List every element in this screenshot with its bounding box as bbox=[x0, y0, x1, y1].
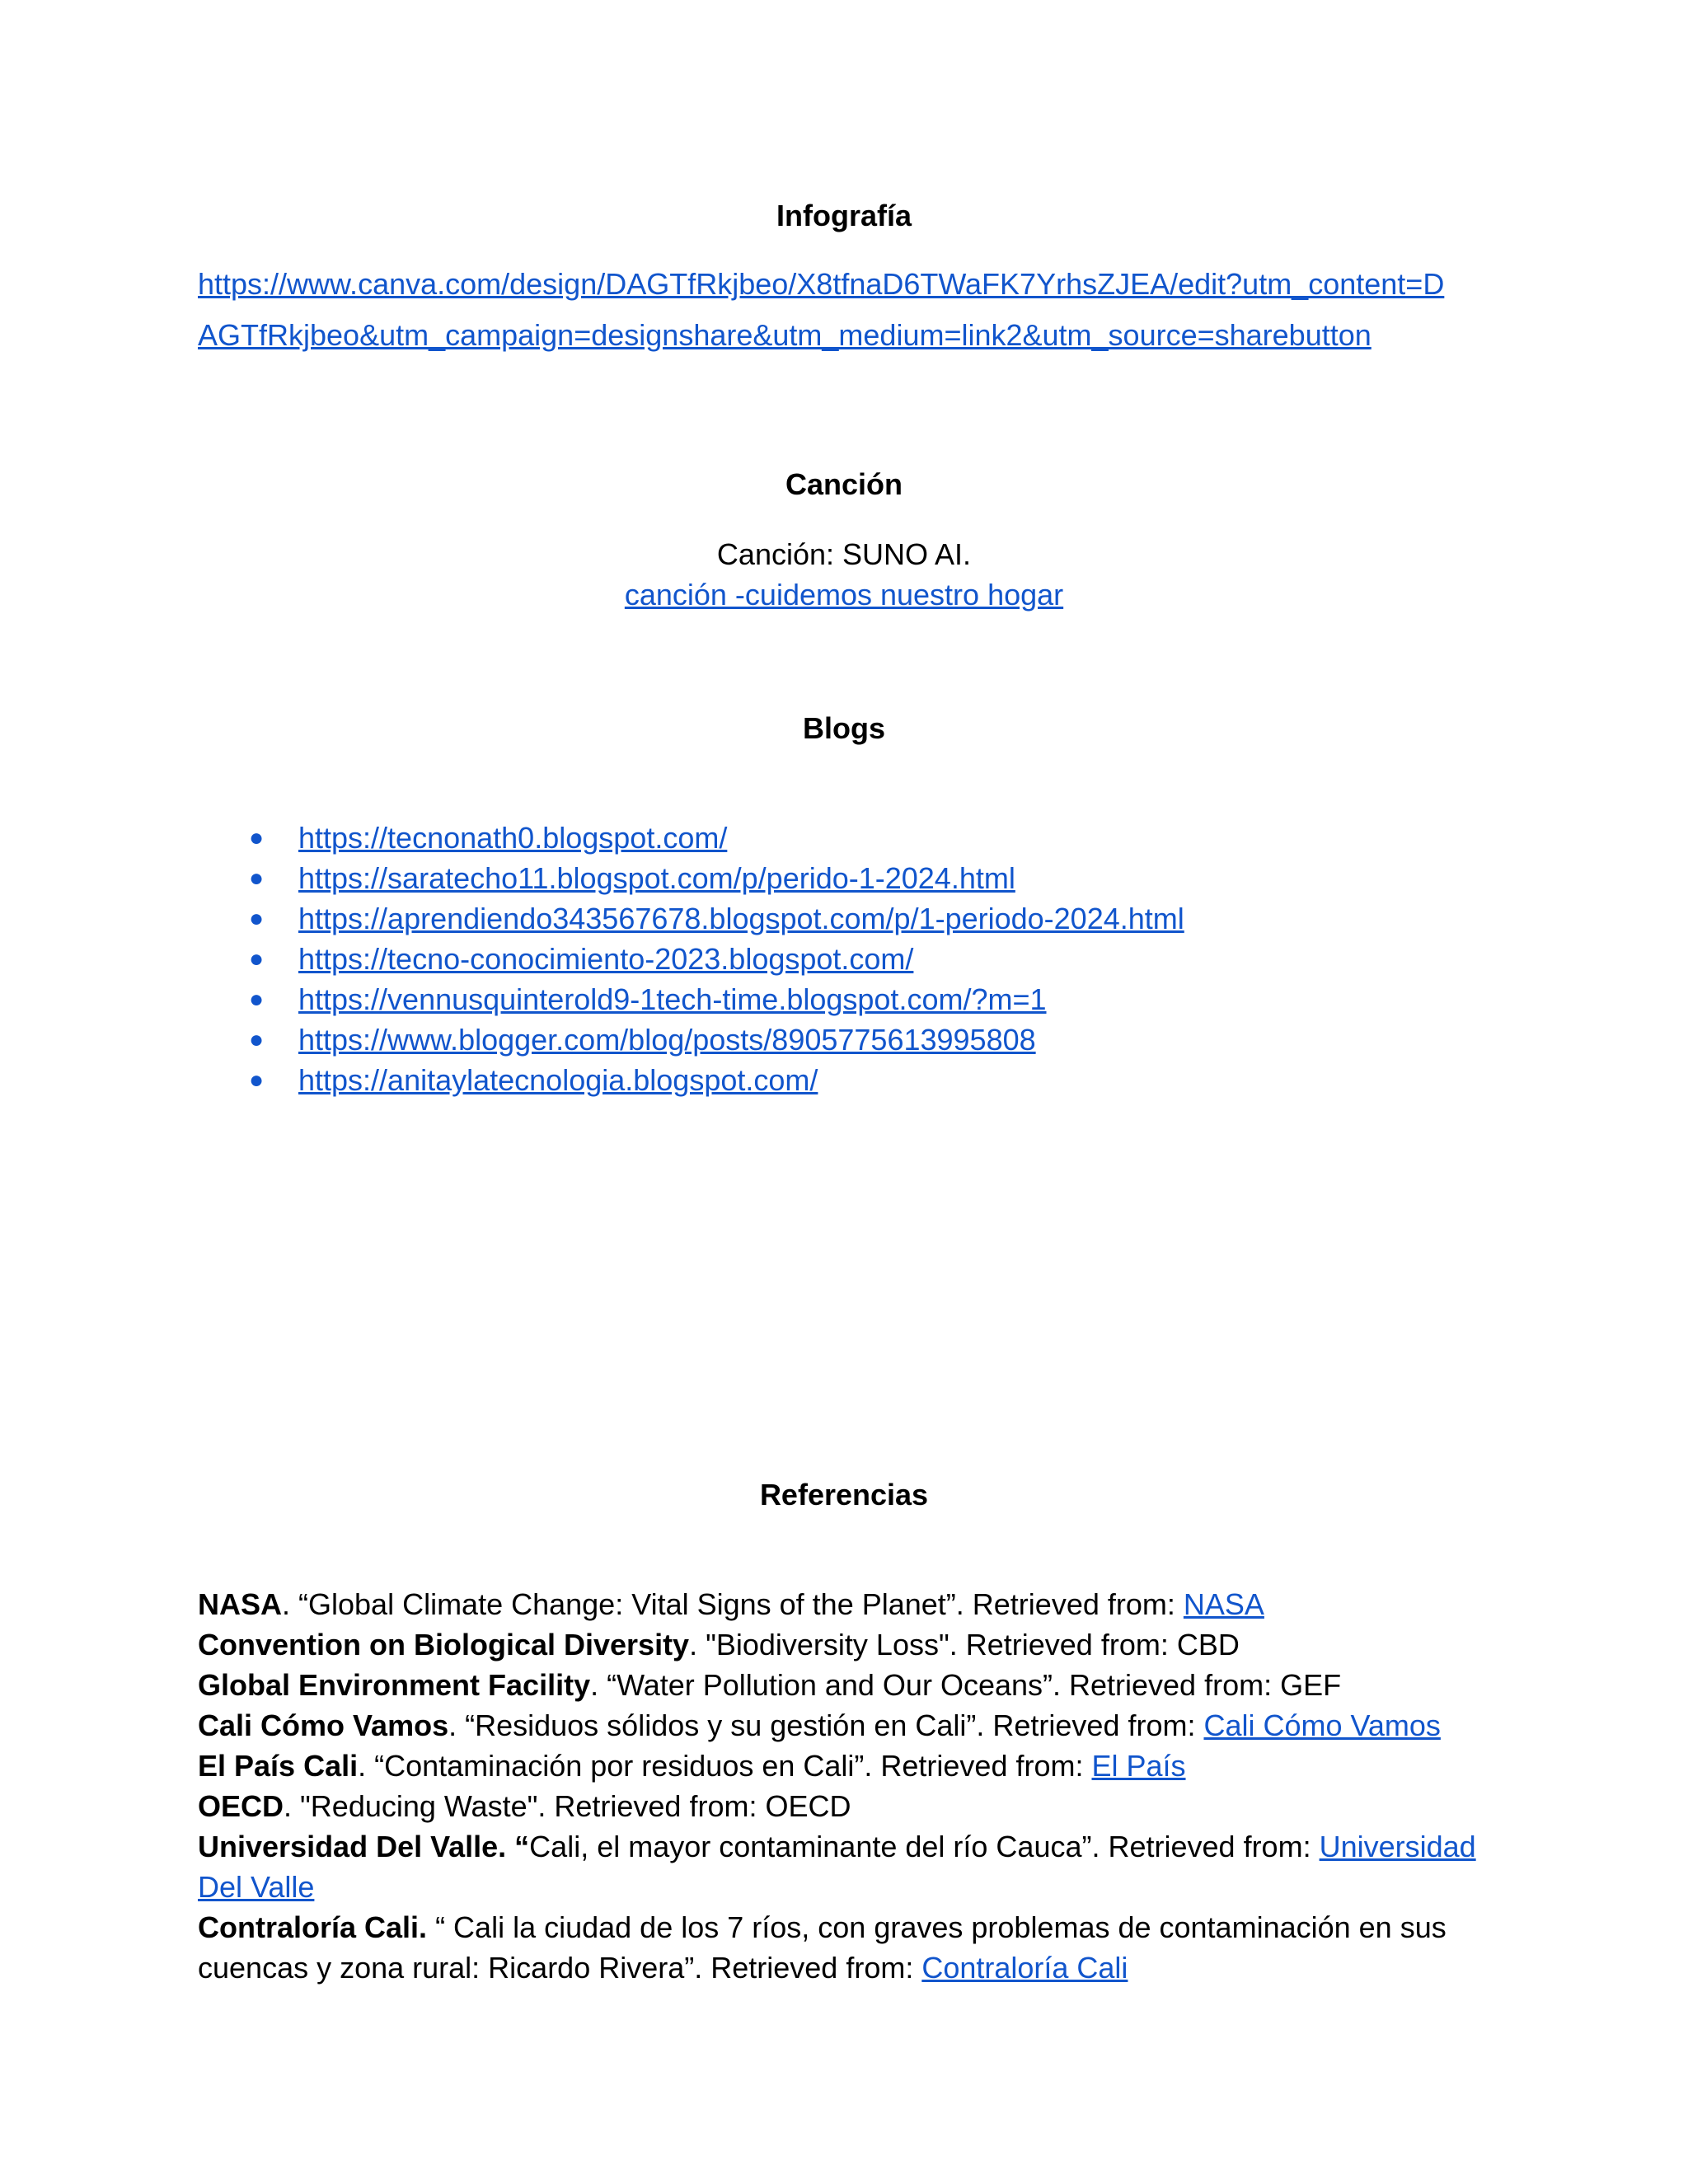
blog-list-item bbox=[247, 858, 1184, 898]
blog-link[interactable]: https://saratecho11.blogspot.com/p/perido-1-2024.html bbox=[298, 861, 1015, 895]
canva-link[interactable] bbox=[198, 267, 1444, 352]
reference-author: OECD bbox=[198, 1789, 284, 1823]
reference-entry bbox=[198, 1746, 1500, 1786]
cancion-heading: Canción bbox=[785, 467, 903, 501]
cancion-link[interactable]: canción -cuidemos nuestro hogar bbox=[624, 578, 1064, 612]
blog-link[interactable]: https://vennusquinterold9-1tech-time.blogspot.com/?m=1 bbox=[298, 982, 1047, 1016]
reference-entry bbox=[198, 1786, 1500, 1826]
bullet-icon: ● bbox=[249, 865, 265, 892]
reference-text: . “Contaminación por residuos en Cali”. Retrieved from: bbox=[358, 1749, 1092, 1783]
blog-link[interactable]: https://tecno-conocimiento-2023.blogspot.com/ bbox=[298, 942, 914, 976]
reference-entry bbox=[198, 1826, 1500, 1907]
reference-text: . "Reducing Waste". Retrieved from: OECD bbox=[284, 1789, 851, 1823]
blog-link[interactable]: https://anitaylatecnologia.blogspot.com/ bbox=[298, 1063, 818, 1097]
blog-list-item bbox=[247, 818, 1184, 858]
blog-link[interactable]: https://tecnonath0.blogspot.com/ bbox=[298, 821, 728, 855]
reference-link[interactable]: NASA bbox=[1183, 1587, 1264, 1621]
reference-entry bbox=[198, 1584, 1500, 1624]
reference-author: NASA bbox=[198, 1587, 283, 1621]
reference-text: . “Water Pollution and Our Oceans”. Retrieved from: GEF bbox=[590, 1668, 1342, 1702]
blog-list-item bbox=[247, 1019, 1184, 1060]
blog-list-item bbox=[247, 979, 1184, 1019]
bullet-icon: ● bbox=[249, 905, 265, 932]
blogs-heading: Blogs bbox=[802, 711, 885, 745]
referencias-heading: Referencias bbox=[759, 1478, 929, 1511]
blog-list-item bbox=[247, 1060, 1184, 1100]
reference-author: El País Cali bbox=[198, 1749, 359, 1783]
reference-link[interactable]: Cali Cómo Vamos bbox=[1203, 1708, 1441, 1742]
reference-link[interactable]: Contraloría Cali bbox=[921, 1951, 1128, 1985]
canva-link-line2: AGTfRkjbeo&utm_campaign=designshare&utm_medium=link2&utm_source=sharebutton bbox=[198, 318, 1372, 352]
blog-list-item bbox=[247, 898, 1184, 939]
cancion-block bbox=[0, 534, 1688, 615]
bullet-icon: ● bbox=[249, 986, 265, 1013]
infografia-url-block bbox=[198, 259, 1492, 361]
reference-text: “ Cali la ciudad de los 7 ríos, con graves problemas de contaminación en sus cuencas y zona rural: Ricardo Rivera”. Retrieved from: bbox=[198, 1910, 1447, 1985]
reference-entry bbox=[198, 1624, 1500, 1665]
reference-text: . “Residuos sólidos y su gestión en Cali”. Retrieved from: bbox=[448, 1708, 1204, 1742]
reference-author: Contraloría Cali. bbox=[198, 1910, 428, 1944]
reference-entry bbox=[198, 1907, 1500, 1988]
bullet-icon: ● bbox=[249, 1026, 265, 1053]
reference-author: Global Environment Facility bbox=[198, 1668, 591, 1702]
reference-entry bbox=[198, 1665, 1500, 1705]
bullet-icon: ● bbox=[249, 824, 265, 851]
reference-text: Cali, el mayor contaminante del río Cauca”. Retrieved from: bbox=[529, 1830, 1320, 1863]
references-list bbox=[198, 1584, 1500, 1988]
blog-link[interactable]: https://aprendiendo343567678.blogspot.com/p/1-periodo-2024.html bbox=[298, 902, 1184, 935]
reference-text: . "Biodiversity Loss". Retrieved from: CBD bbox=[689, 1628, 1240, 1661]
canva-link-line1: https://www.canva.com/design/DAGTfRkjbeo/X8tfnaD6TWaFK7YrhsZJEA/edit?utm_content=D bbox=[198, 267, 1445, 301]
reference-entry bbox=[198, 1705, 1500, 1746]
reference-author: Cali Cómo Vamos bbox=[198, 1708, 449, 1742]
reference-author: Universidad Del Valle. “ bbox=[198, 1830, 530, 1863]
reference-link[interactable]: El País bbox=[1091, 1749, 1186, 1783]
cancion-text: Canción: SUNO AI. bbox=[716, 537, 972, 571]
bullet-icon: ● bbox=[249, 945, 265, 972]
infografia-heading: Infografía bbox=[776, 199, 912, 232]
reference-author: Convention on Biological Diversity bbox=[198, 1628, 690, 1661]
bullet-icon: ● bbox=[249, 1066, 265, 1094]
blog-link[interactable]: https://www.blogger.com/blog/posts/8905775613995808 bbox=[298, 1023, 1036, 1057]
blog-list bbox=[247, 818, 1184, 1100]
reference-text: . “Global Climate Change: Vital Signs of the Planet”. Retrieved from: bbox=[282, 1587, 1184, 1621]
blog-list-item bbox=[247, 939, 1184, 979]
reference-link[interactable]: Universidad Del Valle bbox=[198, 1830, 1476, 1904]
